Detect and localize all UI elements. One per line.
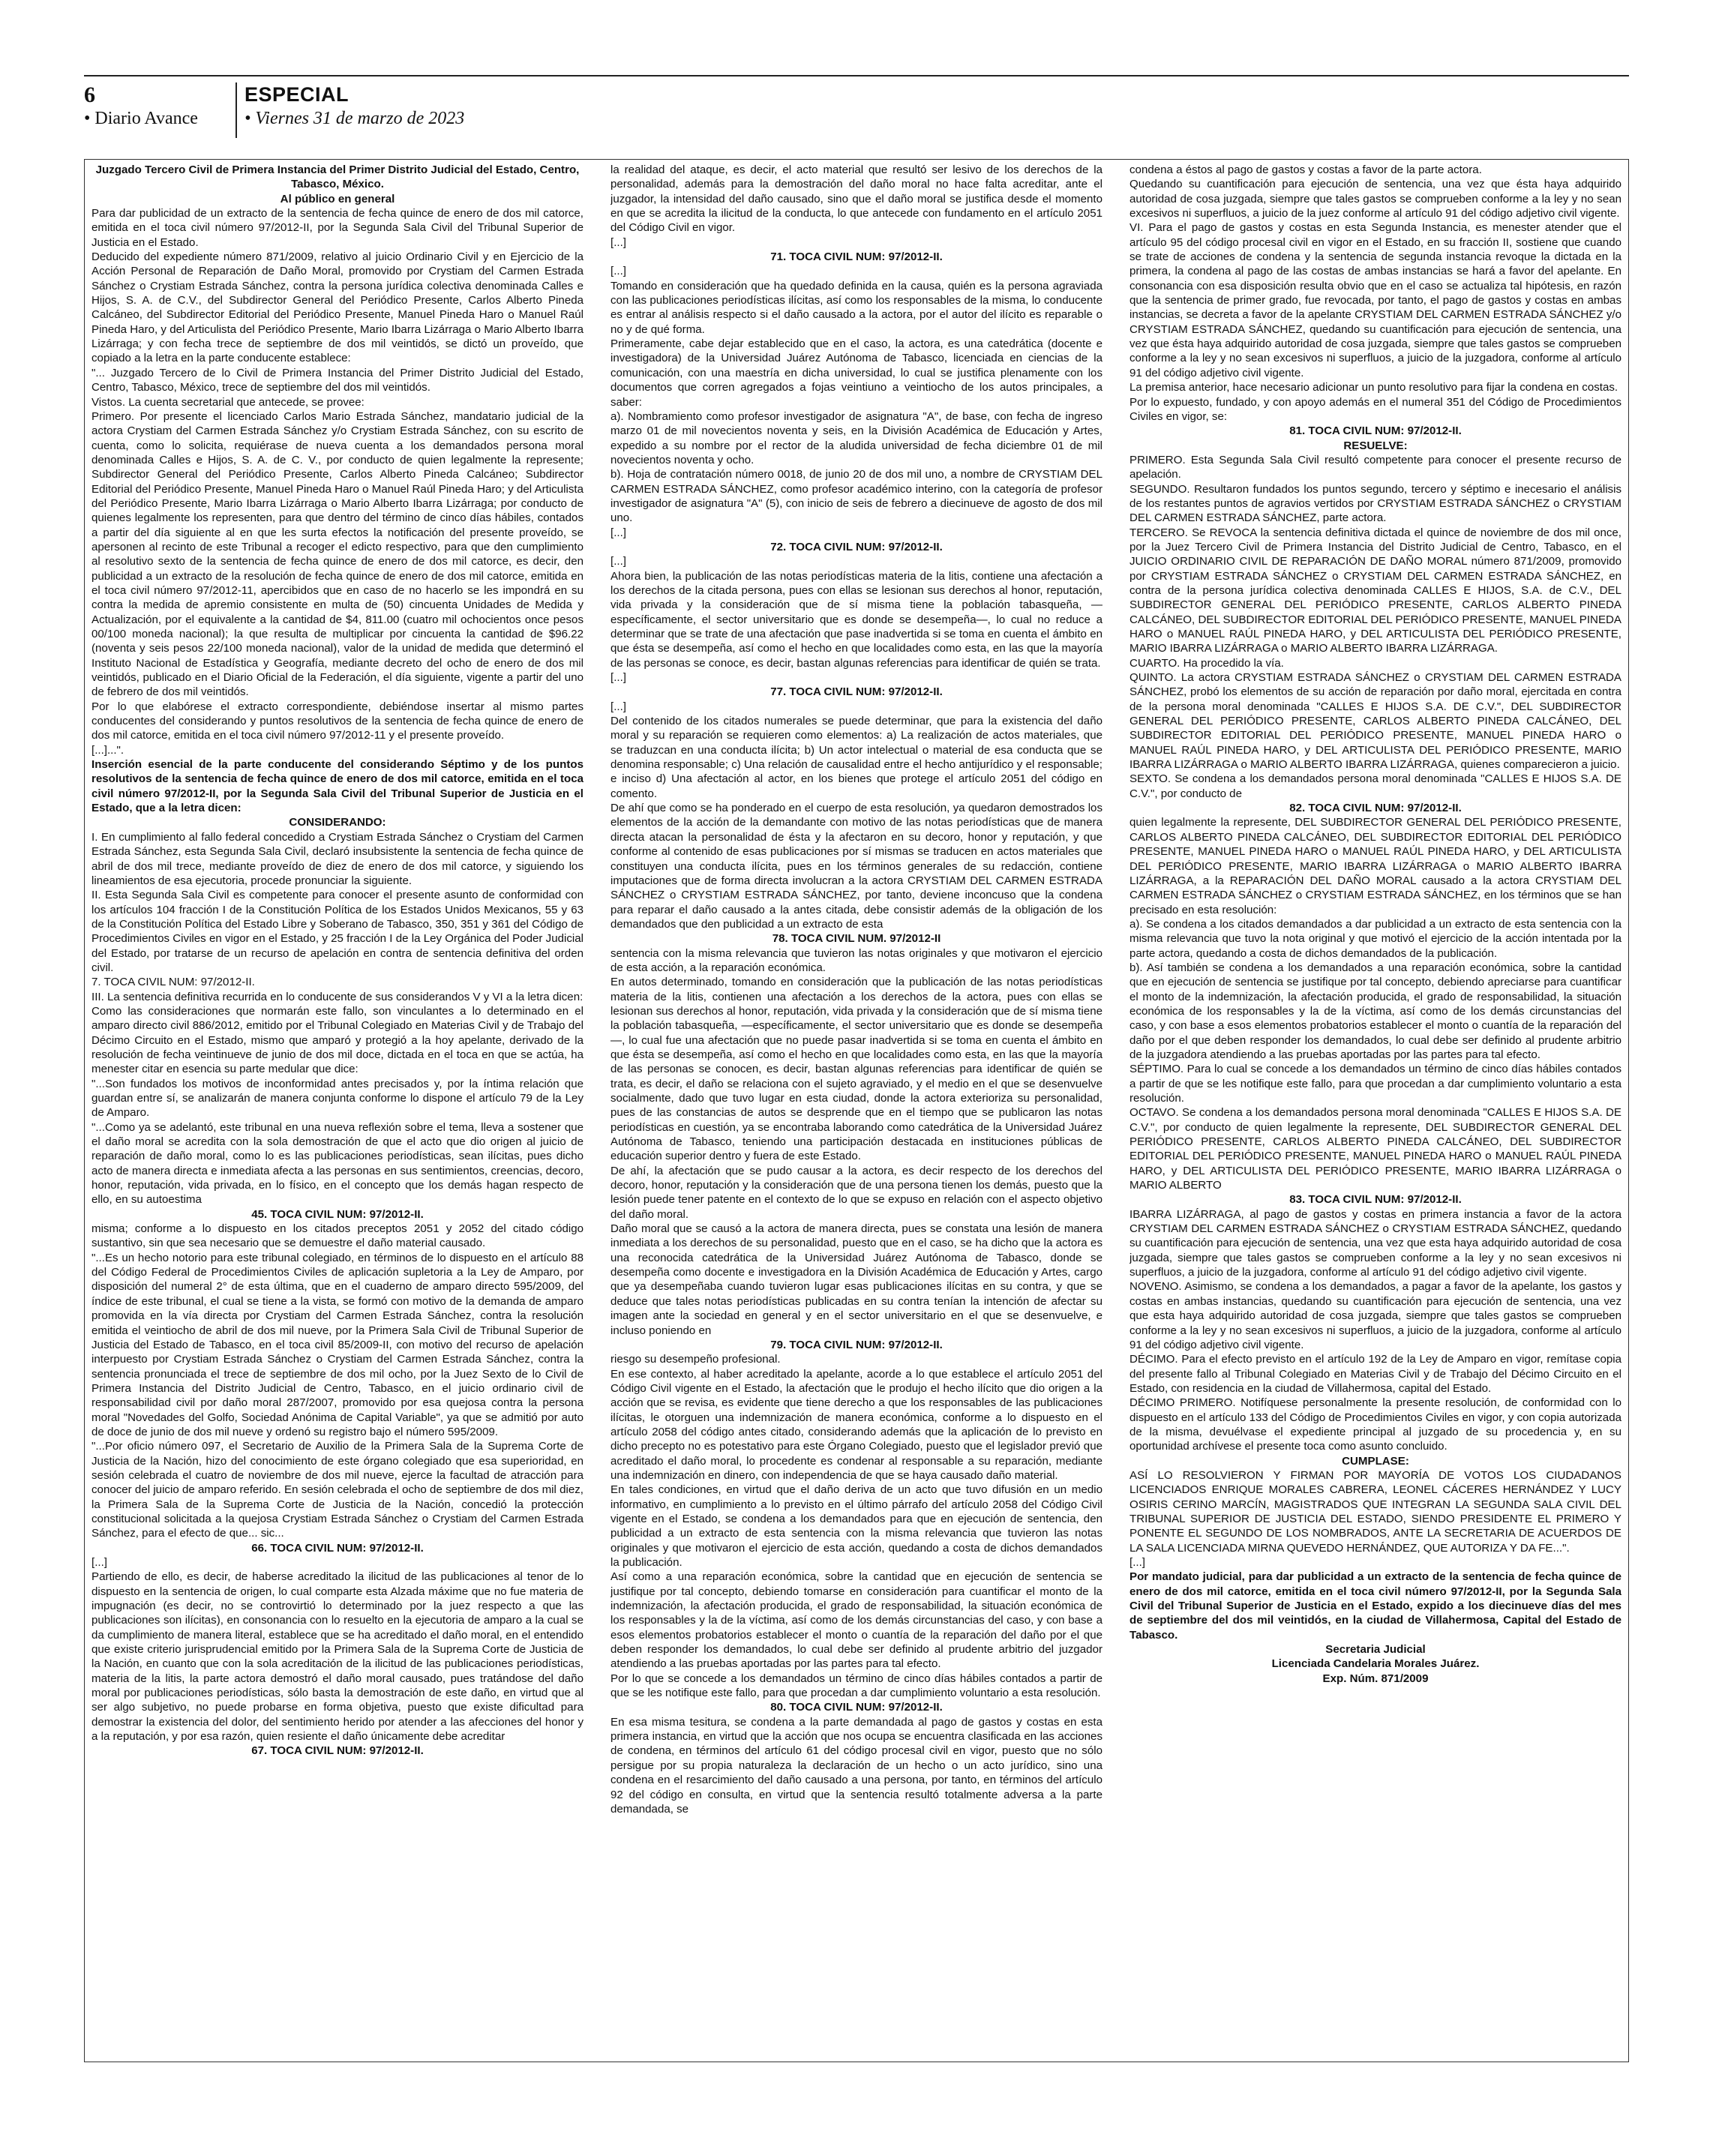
paragraph: [...] xyxy=(610,700,626,713)
paragraph: La premisa anterior, hace necesario adicionar un punto resolutivo para fijar la condena en costas. xyxy=(1130,381,1618,394)
section-heading: Licenciada Candelaria Morales Juárez. xyxy=(1271,1657,1480,1671)
section-heading: Exp. Núm. 871/2009 xyxy=(1322,1672,1429,1685)
page-number: 6 xyxy=(84,82,95,107)
paragraph: Por lo que se concede a los demandados un término de cinco días hábiles contados a partir de que se les notifique este fallo, para que procedan a dar cumplimiento voluntario a esta resolución. xyxy=(610,1672,1102,1700)
paragraph: DÉCIMO PRIMERO. Notifíquese personalmente la presente resolución, de conformidad con lo dispuesto en el artículo 133 del Código de Procedimientos Civiles en vigor, y con copia autorizada de la misma, devuélvase el expediente principal al juzgado de su procedencia y, en su oportunidad archívese el presente toca como asunto concluido. xyxy=(1130,1396,1622,1453)
paragraph: De ahí que como se ha ponderado en el cuerpo de esta resolución, ya quedaron demostrados los elementos de la acción de la demandante con motivo de las notas periodísticas que de manera directa atacan la personalidad de ésta y la afectaron en su decoro, honor y reputación, y que conforme al contenido de esas publicaciones por sí mismas se traducen en actos materiales que constituyen una conducta ilícita, pues en los términos generales de su redacción, contiene imputaciones que de forma directa involucran a la actora CRYSTIAM DEL CARMEN ESTRADA SÁNCHEZ o CRYSTIAM ESTRADA SÁNCHEZ, por tanto, deviene inconcuso que la condena para reparar el daño causado a la antes citada, debe consistir además de la obligación de los demandados que den publicidad a un extracto de esta xyxy=(610,802,1102,931)
section-heading: 71. TOCA CIVIL NUM: 97/2012-II. xyxy=(770,250,943,264)
paragraph: Primero. Por presente el licenciado Carlos Mario Estrada Sánchez, mandatario judicial de la actora Crystiam del Carmen Estrada Sánchez y/o Crystiam Estrada Sánchez, con su escrito de cuenta, como lo solicita, requiérase de nueva cuenta a los demandados persona moral denominada Calles e Hijos, S. A. de C. V., por conducto de quien legalmente la represente; Subdirector General del Periódico Presente, Carlos Alberto Pineda Calcáneo; Subdirector Editorial del Periódico Presente, Manuel Pineda Haro o Manuel Raúl Pineda Haro; y del Articulista del Periódico Presente, Mario Ibarra Lizárraga o Mario Alberto Ibarra Lizárraga; por conducto de quienes legalmente los representen, para que dentro del término de cinco días hábiles, contados a partir del día siguiente al en que les surta efectos la notificación del presente proveído, se apersonen al recinto de este Tribunal a recoger el edicto respectivo, para que den cumplimiento al resolutivo sexto de la sentencia de fecha quince de enero de dos mil catorce, es decir, den publicidad a un extracto de la resolución de fecha quince de enero de dos mil catorce, emitida en el toca civil número 97/2012-11, apercibidos que en caso de no hacerlo se les impondrá en su contra la medida de apremio consistente en multa de (50) cincuenta Unidades de Medida y Actualización, por el equivalente a la cantidad de $4, 811.00 (cuatro mil ochocientos once pesos 00/100 moneda nacional); la que resulta de multiplicar por cincuenta la cantidad de $96.22 (noventa y seis pesos 22/100 moneda nacional), valor de la unidad de medida que determinó el Instituto Nacional de Estadística y Geografía, mediante decreto del ocho de enero de dos mil veintidós, publicado en el Diario Oficial de la Federación, el día siguiente, vigente a partir del uno de febrero de dos mil veintidós. xyxy=(92,409,584,699)
paragraph: Tomando en consideración que ha quedado definida en la causa, quién es la persona agraviada con las publicaciones periodísticas ilícitas, así como los responsables de la misma, lo conducente es entrar al análisis respecto si el daño causado a la actora, por el autor del ilícito es reparable o no y de qué forma. xyxy=(610,279,1102,336)
paragraph: [...] xyxy=(610,265,626,278)
paragraph: Del contenido de los citados numerales se puede determinar, que para la existencia del daño moral y su reparación se requieren como elementos: a) La realización de actos materiales, que se traduzcan en una conducta ilícita; b) Un actor intelectual o material de esa conducta que se denomina responsable; c) Una relación de causalidad entre el hecho antijurídico y el responsable; e inciso d) Una afectación al actor, en los bienes que protege el artículo 2051 del código en comento. xyxy=(610,715,1102,800)
paragraph: [...] xyxy=(92,1556,107,1569)
paragraph: QUINTO. La actora CRYSTIAM ESTRADA SÁNCHEZ o CRYSTIAM DEL CARMEN ESTRADA SÁNCHEZ, probó los elementos de su acción de reparación por daño moral, ejercitada en contra de la persona moral denominada "CALLES E HIJOS S.A. DE C.V.", DEL SUBDIRECTOR GENERAL DEL PERIÓDICO PRESENTE, CARLOS ALBERTO PINEDA CALCÁNEO, DEL SUBDIRECTOR EDITORIAL DEL PERIÓDICO PRESENTE, MANUEL PINEDA HARO o MANUEL RAÚL PINEDA HARO, y DEL ARTICULISTA DEL PERIÓDICO PRESENTE, MARIO IBARRA LIZÁRRAGA o MARIO ALBERTO IBARRA LIZÁRRAGA, quienes comparecieron a juicio. xyxy=(1130,671,1622,772)
paragraph: En autos determinado, tomando en consideración que la publicación de las notas periodísticas materia de la litis, contienen una afectación a los derechos de la actora, pues con ellas se lesionan sus derechos al honor, reputación, vida privada y la consideración que de sí misma tiene la población tabasqueña, —específicamente, el sector universitario que es donde se desempeña—, lo cual fue una afectación que no puede pasar inadvertida si se toma en cuenta el ámbito en que ésta se desempeña, así como el hecho en que localidades como esta, en las que la mayoría de las personas se conocen, es decir, bastan algunas referencias para identificar de quién se trata, es decir, el daño se relaciona con el sujeto agraviado, y el medio en el que se desenvuelve socialmente, dado que tuvo lugar en esta ciudad, donde la actora exterioriza su personalidad, pues de las constancias de autos se desprende que en el tiempo que se publicaron las notas periodísticas en cuestión, ya se encontraba laborando como catedrática de la Universidad Juárez Autónoma de Tabasco, teniendo una participación destacada en instituciones públicas de educación superior dentro y fuera de este Estado. xyxy=(610,976,1102,1163)
paragraph: "...Son fundados los motivos de inconformidad antes precisados y, por la íntima relación que guardan entre sí, se analizarán de manera conjunta conforme lo dispone el artículo 79 de la Ley de Amparo. xyxy=(92,1077,584,1120)
paragraph: [...] xyxy=(610,671,626,685)
paragraph: SEGUNDO. Resultaron fundados los puntos segundo, tercero y séptimo e inecesario el análisis de los restantes puntos de agravios vertidos por CRYSTIAM ESTRADA SÁNCHEZ o CRYSTIAM DEL CARMEN ESTRADA SÁNCHEZ, parte actora. xyxy=(1130,482,1622,525)
section-heading: RESUELVE: xyxy=(1343,439,1408,452)
paragraph: VI. Para el pago de gastos y costas en esta Segunda Instancia, es menester atender que el artículo 95 del código procesal civil en vigor en el Estado, en su fracción II, sostiene que cuando se trate de acciones de condena y la sentencia de segunda instancia revoque la dictada en la primera, la condena al pago de las costas de ambas instancias se hará a favor del apelante. En consonancia con esa disposición resulta obvio que en el caso se actualiza tal hipótesis, en razón que la sentencia de primer grado, fue revocada, por tanto, el pago de gastos y costas en ambas instancias, se decreta a favor de la apelante CRYSTIAM DEL CARMEN ESTRADA SÁNCHEZ y/o CRYSTIAM ESTRADA SÁNCHEZ, quedando su cuantificación para ejecución de sentencia, una vez que ésta haya adquirido autoridad de cosa juzgada, siempre que tales gastos se comprueben conforme a la ley y no sean excesivos ni superfluos, a juicio de la juzgadora, conforme al artículo 91 del código adjetivo civil vigente. xyxy=(1130,221,1622,379)
paragraph: riesgo su desempeño profesional. xyxy=(610,1353,781,1366)
issue-date: • Viernes 31 de marzo de 2023 xyxy=(244,109,465,128)
paragraph: b). Hoja de contratación número 0018, de junio 20 de dos mil uno, a nombre de CRYSTIAM DEL CARMEN ESTRADA SÁNCHEZ, como profesor académico interino, con la categoría de profesor investigador de asignatura "A" (5), con inicio de seis de febrero a diecinueve de agosto de dos mil uno. xyxy=(610,468,1102,525)
header-left xyxy=(84,82,231,129)
paragraph: NOVENO. Asimismo, se condena a los demandados, a pagar a favor de la apelante, los gastos y costas en ambas instancias, quedando su cuantificación para ejecución de sentencia, una vez que esta haya adquirido autoridad de cosa juzgada, siempre que tales gastos se comprueben conforme a la ley y no sean excesivos ni superfluos, a juicio de la juzgadora, conforme al artículo 91 del código adjetivo civil vigente. xyxy=(1130,1280,1622,1351)
paragraph: Inserción esencial de la parte conducente del considerando Séptimo y de los puntos resolutivos de la sentencia de fecha quince de enero de dos mil catorce, emitida en el toca civil número 97/2012-II, por la Segunda Sala Civil del Tribunal Superior de Justicia en el Estado, que a la letra dicen: xyxy=(92,758,584,815)
section-heading: 45. TOCA CIVIL NUM: 97/2012-II. xyxy=(251,1207,424,1221)
paragraph: [...] xyxy=(1130,1556,1145,1569)
section-heading: 72. TOCA CIVIL NUM: 97/2012-II. xyxy=(770,540,943,553)
paragraph: TERCERO. Se REVOCA la sentencia definitiva dictada el quince de noviembre de dos mil once, por la Juez Tercero Civil de Primera Instancia del Distrito Judicial de Centro, Tabasco, en el JUICIO ORDINARIO CIVIL DE REPARACIÓN DE DAÑO MORAL número 871/2009, promovido por CRYSTIAM ESTRADA SÁNCHEZ o CRYSTIAM DEL CARMEN ESTRADA SÁNCHEZ, en contra de la persona jurídica colectiva denominada CALLES E HIJOS, S.A. de C.V., DEL SUBDIRECTOR GENERAL DEL PERIÓDICO PRESENTE, CARLOS ALBERTO PINEDA CALCÁNEO, DEL SUBDIRECTOR EDITORIAL DEL PERIÓDICO PRESENTE, MANUEL PINEDA HARO o MANUEL RAÚL PINEDA HARO, y DEL ARTICULISTA DEL PERIÓDICO PRESENTE, MARIO IBARRA LIZÁRRAGA o MARIO ALBERTO IBARRA LIZÁRRAGA. xyxy=(1130,526,1622,655)
paragraph: 7. TOCA CIVIL NUM: 97/2012-II. xyxy=(92,976,255,989)
paragraph: En esa misma tesitura, se condena a la parte demandada al pago de gastos y costas en esta primera instancia, en virtud que la acción que nos ocupa se encuentra clasificada en las acciones de condena, en términos del artículo 61 del código procesal civil en vigor, puesto que no sólo persigue por su propia naturaleza la declaración de un hecho o un acto jurídico, sino una condena en el resarcimiento del daño causado a una persona, por tanto, en términos del artículo 92 del código en consulta, en virtud que la sentencia resultó totalmente adversa a la parte demandada, se xyxy=(610,1715,1102,1816)
paragraph: a). Nombramiento como profesor investigador de asignatura "A", de base, con fecha de ingreso marzo 01 de mil novecientos noventa y seis, en la División Académica de Educación y Artes, expedido a su nombre por el rector de la aludida universidad de fecha diciembre 01 de mil novecientos noventa y ocho. xyxy=(610,409,1102,466)
paragraph: "...Como ya se adelantó, este tribunal en una nueva reflexión sobre el tema, lleva a sostener que el daño moral se acredita con la sola demostración de que el acto que dio origen al juicio de reparación de daño moral, como lo es las publicaciones periodísticas, sean ilícitas, pues dicho acto de manera directa e inmediata afecta a las personas en sus sentimientos, creencias, decoro, honor, reputación, vida privada, en lo físico, en el concepto que los demás hagan respecto de ello, en su autoestima xyxy=(92,1120,584,1207)
paragraph: Ahora bien, la publicación de las notas periodísticas materia de la litis, contiene una afectación a los derechos de la citada persona, pues con ellas se lesionan sus derechos al honor, reputación, vida privada y la consideración que de sí misma tiene la población tabasqueña, —específicamente, el sector universitario que es donde se desempeña—, lo cual no reduce a determinar que se trate de una afectación que pase inadvertida si se toma en cuenta el ámbito en que ésta se desempeña, así como el hecho en que localidades como esta, en las que la mayoría de las personas se conoce, es decir, bastan algunas referencias para identificar de quién se trata. xyxy=(610,569,1102,670)
section-heading: 82. TOCA CIVIL NUM: 97/2012-II. xyxy=(1289,802,1462,815)
header-divider xyxy=(236,82,237,138)
paragraph: "...Por oficio número 097, el Secretario de Auxilio de la Primera Sala de la Suprema Corte de Justicia de la Nación, hizo del conocimiento de este órgano colegiado que esa superioridad, en sesión celebrada el cuatro de noviembre de dos mil nueve, ejerce la facultad de atracción para conocer del juicio de amparo referido. En sesión celebrada el ocho de septiembre de dos mil diez, la Primera Sala de la Suprema Corte de Justicia de la Nación, concedió la protección constitucional solicitada a la quejosa Crystiam Estrada Sánchez o Crystiam del Carmen Estrada Sánchez, para el efecto de que... sic... xyxy=(92,1440,584,1540)
paragraph: Así como a una reparación económica, sobre la cantidad que en ejecución de sentencia se justifique por tal concepto, debiendo tomarse en consideración para cuantificar el monto de la indemnización, la afectación producida, el grado de responsabilidad, la situación económica de los responsables y la de la víctima, así como de los demás circunstancias del caso, y con base a esos elementos probatorios establecer el monto o cuantía de la reparación del daño por el que deben responder los demandados, lo cual debe ser definido al prudente arbitrio del juzgador atendiendo a las pruebas aportadas por las partes para tal efecto. xyxy=(610,1570,1102,1671)
paragraph: "...Es un hecho notorio para este tribunal colegiado, en términos de lo dispuesto en el artículo 88 del Código Federal de Procedimientos Civiles de aplicación supletoria a la Ley de Amparo, por disposición del numeral 2° de esta última, que en el cuaderno de amparo directo 595/2009, del índice de este tribunal, el cual se tiene a la vista, se formó con motivo de la demanda de amparo promovida en la vía directa por Crystiam del Carmen Estrada Sánchez, contra la resolución emitida el veintiocho de abril de dos mil nueve, por la Primera Sala Civil de Tribunal Superior de Justicia del Estado de Tabasco, en el toca civil 85/2009-II, con motivo del recurso de apelación interpuesto por Crystiam Estrada Sánchez o Crystiam del Carmen Estrada Sánchez, contra la sentencia pronunciada el trece de septiembre de dos mil ocho, por la Juez Sexto de lo Civil de Primera Instancia del Distrito Judicial de Centro, Tabasco, en el juicio ordinario civil de responsabilidad civil por daño moral 287/2007, promovido por esa quejosa contra la persona moral "Novedades del Golfo, Sociedad Anónima de Capital Variable", ya que se admitió por auto de doce de junio de dos mil nueve y ordenó su registro bajo el número 595/2009. xyxy=(92,1251,584,1438)
header-right xyxy=(244,82,464,130)
paragraph: Para dar publicidad de un extracto de la sentencia de fecha quince de enero de dos mil catorce, emitida en el toca civil número 97/2012-II, por la Segunda Sala Civil del Tribunal Superior de Justicia en el Estado. xyxy=(92,207,584,249)
paragraph: En tales condiciones, en virtud que el daño deriva de un acto que tuvo difusión en un medio informativo, en cumplimiento a lo previsto en el último párrafo del artículo 2058 del Código Civil vigente en el Estado, se condena a los demandados para que en ejecución de sentencia, den publicidad a un extracto de esta sentencia con la misma relevancia que tuvieron las notas originales y que motivaron el ejercicio de esta acción, quedando a costa de dichos demandados la publicación. xyxy=(610,1483,1102,1569)
paragraph: [...]...". xyxy=(92,743,124,757)
section-heading: 81. TOCA CIVIL NUM: 97/2012-II. xyxy=(1289,424,1462,438)
paragraph: II. Esta Segunda Sala Civil es competente para conocer el presente asunto de conformidad con los artículos 104 fracción I de la Constitución Política de los Estados Unidos Mexicanos, 55 y 63 de la Constitución Política del Estado Libre y Soberano de Tabasco, 350, 351 y 361 del Código de Procedimientos Civiles en vigor en el Estado, y 25 fracción I de la Ley Orgánica del Poder Judicial del Estado, por tratarse de un recurso de apelación en contra de sentencia definitiva del orden civil. xyxy=(92,889,584,974)
notice-columns xyxy=(92,163,1622,2057)
section-heading: 80. TOCA CIVIL NUM: 97/2012-II. xyxy=(770,1701,943,1714)
section-heading: Juzgado Tercero Civil de Primera Instancia del Primer Distrito Judicial del Estado, Centro, Tabasco, México. xyxy=(95,163,580,191)
paragraph: [...] xyxy=(610,526,626,539)
section-heading: 78. TOCA CIVIL NUM. 97/2012-II xyxy=(772,932,941,946)
section-heading: 77. TOCA CIVIL NUM: 97/2012-II. xyxy=(770,685,943,699)
paragraph: Por lo expuesto, fundado, y con apoyo además en el numeral 351 del Código de Procedimientos Civiles en vigor, se: xyxy=(1130,395,1622,423)
column-2 xyxy=(610,163,1102,2057)
paragraph: b). Así también se condena a los demandados a una reparación económica, sobre la cantidad que en ejecución de sentencia se justifique por tal concepto, debiendo apreciarse para cuantificar el monto de la indemnización, la afectación producida, el grado de responsabilidad, la situación económica de los responsables y la de la víctima, así como de los demás circunstancias del caso, y con base a esos elementos probatorios establecer el monto o cuantía de la reparación del daño por el que deben responder los demandados, lo cual debe ser definido al prudente arbitrio de la juzgadora atendiendo a las pruebas aportadas por las partes para tal efecto. xyxy=(1130,961,1622,1061)
column-1 xyxy=(92,163,584,2057)
paragraph: Vistos. La cuenta secretarial que antecede, se provee: xyxy=(92,395,364,409)
paragraph: DÉCIMO. Para el efecto previsto en el artículo 192 de la Ley de Amparo en vigor, remítase copia del presente fallo al Tribunal Colegiado en Materias Civil y de Trabajo del Décimo Circuito en el Estado, con residencia en la ciudad de Villahermosa, capital del Estado. xyxy=(1130,1353,1622,1395)
paragraph: De ahí, la afectación que se pudo causar a la actora, es decir respecto de los derechos del decoro, honor, reputación y la consideración que de una persona tienen los demás, puesto que la lesión puede tener patente en el contexto de lo que se expuso en relación con el aspecto objetivo del daño moral. xyxy=(610,1164,1102,1221)
paragraph: "... Juzgado Tercero de lo Civil de Primera Instancia del Primer Distrito Judicial del Estado, Centro, Tabasco, México, trece de septiembre del dos mil veintidós. xyxy=(92,366,584,394)
paragraph: Partiendo de ello, es decir, de haberse acreditado la ilicitud de las publicaciones al tenor de lo dispuesto en la sentencia de origen, lo cual comparte esta Alzada máxime que no fue materia de impugnación (es decir, no se controvirtió lo determinado por la juez respecto a que las publicaciones son ilícitas), en consonancia con lo resuelto en la ejecutoria de amparo a la cual se da cumplimiento de manera literal, establece que se ha acreditado el daño moral, en el entendido que existe criterio jurisprudencial emitido por la Primera Sala de la Suprema Corte de Justicia de la Nación, en cuanto que con la sola acreditación de la ilicitud de las publicaciones periodísticas, materia de la litis, la parte actora demostró el daño moral causado, pues tratándose del daño moral por publicaciones periodísticas, sólo basta la demostración de este daño, en virtud que al ser algo subjetivo, no puede probarse en forma objetiva, puesto que existe dificultad para demostrar la existencia del dolor, del sentimiento herido por atender a las afecciones del honor y a la reputación, y por esa razón, quien resiente el daño únicamente debe acreditar xyxy=(92,1570,584,1744)
paragraph: SEXTO. Se condena a los demandados persona moral denominada "CALLES E HIJOS S.A. DE C.V.", por conducto de xyxy=(1130,772,1622,800)
paragraph: OCTAVO. Se condena a los demandados persona moral denominada "CALLES E HIJOS S.A. DE C.V.", por conducto de quien legalmente la represente, DEL SUBDIRECTOR GENERAL DEL PERIÓDICO PRESENTE, CARLOS ALBERTO PINEDA CALCÁNEO, DEL SUBDIRECTOR EDITORIAL DEL PERIÓDICO PRESENTE, MANUEL PINEDA HARO o MANUEL RAÚL PINEDA HARO, y DEL ARTICULISTA DEL PERIÓDICO PRESENTE, MARIO IBARRA LIZÁRRAGA o MARIO ALBERTO xyxy=(1130,1106,1622,1192)
paragraph: IBARRA LIZÁRRAGA, al pago de gastos y costas en primera instancia a favor de la actora CRYSTIAM DEL CARMEN ESTRADA SÁNCHEZ o CRYSTIAM ESTRADA SÁNCHEZ, quedando su cuantificación para ejecución de sentencia, una vez que esta haya adquirido autoridad de cosa juzgada, siempre que tales gastos se comprueben conforme a la ley y no sean excesivos ni superfluos, a juicio de la juzgadora, conforme al artículo 91 del código adjetivo civil vigente. xyxy=(1130,1207,1622,1279)
header-rule xyxy=(84,75,1629,76)
paragraph: Daño moral que se causó a la actora de manera directa, pues se constata una lesión de manera inmediata a los derechos de su personalidad, puesto que en el caso, se ha dicho que la actora es una reconocida catedrática de la Universidad Juárez Autónoma de Tabasco, donde se desempeña como docente e investigadora en la División Académica de Educación y Artes, cargo que ya desempeñaba cuando tuvieron lugar esas publicaciones ilícitas en su contra, y que se deduce que tales notas periodísticas publicadas en su contra tenían la intención de afectar su imagen ante la sociedad en general y en el sector universitario en el que se desenvuelve, e incluso poniendo en xyxy=(610,1222,1102,1337)
paragraph: sentencia con la misma relevancia que tuvieron las notas originales y que motivaron el ejercicio de esta acción, a la reparación económica. xyxy=(610,946,1102,974)
paragraph: En ese contexto, al haber acreditado la apelante, acorde a lo que establece el artículo 2051 del Código Civil vigente en el Estado, la afectación que le produjo el hecho ilícito que dio origen a la acción que se revisa, es evidente que tiene derecho a que los responsables de las publicaciones ilícitas, le otorguen una indemnización de manera económica, conforme a lo dispuesto en el artículo 2058 del código antes citado, considerando además que la aplicación de lo previsto en dicho precepto no es potestativo para este Órgano Colegiado, puesto que el legislador previó que acreditado el daño moral, lo procedente es condenar al responsable a su reparación, mediante una indemnización en dinero, con independencia de que se haya causado daño material. xyxy=(610,1367,1102,1482)
paragraph: [...] xyxy=(610,235,626,249)
paragraph: PRIMERO. Esta Segunda Sala Civil resultó competente para conocer el presente recurso de apelación. xyxy=(1130,453,1622,481)
section-heading: CONSIDERANDO: xyxy=(289,816,386,829)
paragraph: CUARTO. Ha procedido la vía. xyxy=(1130,656,1284,670)
paragraph: ASÍ LO RESOLVIERON Y FIRMAN POR MAYORÍA DE VOTOS LOS CIUDADANOS LICENCIADOS ENRIQUE MORALES CABRERA, LEONEL CÁCERES HERNÁNDEZ Y LUCY OSIRIS CERINO MARCÍN, MAGISTRADOS QUE INTEGRAN LA SEGUNDA SALA CIVIL DEL TRIBUNAL SUPERIOR DE JUSTICIA DEL ESTADO, SIENDO PRESIDENTE EL PRIMERO Y PONENTE EL SEGUNDO DE LOS NOMBRADOS, ANTE LA SECRETARIA DE ACUERDOS DE LA SALA LICENCIADA MIRNA QUEVEDO HERNÁNDEZ, QUE AUTORIZA Y DA FE...". xyxy=(1130,1468,1622,1555)
paragraph: Por lo que elabórese el extracto correspondiente, debiéndose insertar al mismo partes conducentes del considerando y puntos resolutivos de la sentencia de fecha quince de enero de dos mil catorce, emitida en el toca civil número 97/2012-11 y el presente proveído. xyxy=(92,700,584,742)
paragraph: quien legalmente la represente, DEL SUBDIRECTOR GENERAL DEL PERIÓDICO PRESENTE, CARLOS ALBERTO PINEDA CALCÁNEO, DEL SUBDIRECTOR EDITORIAL DEL PERIÓDICO PRESENTE, MANUEL PINEDA HARO o MANUEL RAÚL PINEDA HARO, y DEL ARTICULISTA DEL PERIÓDICO PRESENTE, MARIO IBARRA LIZÁRRAGA o MARIO ALBERTO IBARRA LIZÁRRAGA, a la REPARACIÓN DEL DAÑO MORAL causado a la actora CRYSTIAM DEL CARMEN ESTRADA SÁNCHEZ o CRYSTIAM ESTRADA SÁNCHEZ, en los términos que se han precisado en esta resolución: xyxy=(1130,816,1622,916)
newspaper-name: • Diario Avance xyxy=(84,109,198,128)
paragraph: [...] xyxy=(610,555,626,568)
section-title: ESPECIAL xyxy=(244,83,350,106)
paragraph: Quedando su cuantificación para ejecución de sentencia, una vez que ésta haya adquirido autoridad de cosa juzgada, siempre que tales gastos se comprueben conforme a la ley y no sean excesivos ni superfluos, a juicio de la juez conforme al artículo 91 del código adjetivo civil vigente. xyxy=(1130,178,1622,220)
section-heading: 67. TOCA CIVIL NUM: 97/2012-II. xyxy=(251,1744,424,1758)
paragraph: Deducido del expediente número 871/2009, relativo al juicio Ordinario Civil y en Ejercicio de la Acción Personal de Reparación de Daño Moral, promovido por Crystiam del Carmen Estrada Sánchez o Crystiam Estrada Sánchez, contra la persona jurídica colectiva denominada Calles e Hijos, S. A. de C.V., del Subdirector General del Periódico Presente, Carlos Alberto Pineda Calcáneo, del Subdirector Editorial del Periódico Presente, Manuel Pineda Haro o Manuel Raúl Pineda Haro, y del Articulista del Periódico Presente, Mario Ibarra Lizárraga o Mario Alberto Ibarra Lizárraga; y con fecha trece de septiembre de dos mil veintidós, se dictó un proveído, que copiado a la letra en la parte conducente establece: xyxy=(92,250,584,365)
paragraph: Como las consideraciones que normarán este fallo, son vinculantes a lo determinado en el amparo directo civil 886/2012, emitido por el Tribunal Colegiado en Materias Civil y de Trabajo del Décimo Circuito en el Estado, mismo que amparó y protegió a la hoy apelante, derivado de la resolución de fecha veintinueve de junio de dos mil doce, dictada en el toca en que se actúa, ha menester citar en esencia su parte medular que dice: xyxy=(92,1004,584,1076)
paragraph: Por mandato judicial, para dar publicidad a un extracto de la sentencia de fecha quince de enero de dos mil catorce, emitida en el toca civil número 97/2012-II, por la Segunda Sala Civil del Tribunal Superior de Justicia en el Estado, expido a los diecinueve días del mes de septiembre del dos mil veintidós, en la ciudad de Villahermosa, Capital del Estado de Tabasco. xyxy=(1130,1570,1622,1642)
paragraph: a). Se condena a los citados demandados a dar publicidad a un extracto de esta sentencia con la misma relevancia que tuvo la nota original y que motivó el ejercicio de la acción intentada por la parte actora, quedando a costa de dichos demandados de la publicación. xyxy=(1130,917,1622,960)
paragraph: SÉPTIMO. Para lo cual se concede a los demandados un término de cinco días hábiles contados a partir de que se les notifique este fallo, para que procedan a dar cumplimiento voluntario a esta resolución. xyxy=(1130,1063,1622,1105)
section-heading: Secretaria Judicial xyxy=(1325,1643,1426,1657)
paragraph: condena a éstos al pago de gastos y costas a favor de la parte actora. xyxy=(1130,163,1482,176)
paragraph: misma; conforme a lo dispuesto en los citados preceptos 2051 y 2052 del citado código sustantivo, sin que sea necesario que se demuestre el daño material causado. xyxy=(92,1222,584,1250)
section-heading: 66. TOCA CIVIL NUM: 97/2012-II. xyxy=(251,1541,424,1555)
paragraph: I. En cumplimiento al fallo federal concedido a Crystiam Estrada Sánchez o Crystiam del Carmen Estrada Sánchez, esta Segunda Sala Civil, declaró insubsistente la sentencia de fecha quince de abril de dos mil trece, mediante proveído de diez de enero de dos mil catorce, y siguiendo los lineamientos de esa ejecutoria, procede pronunciar la siguiente. xyxy=(92,830,584,887)
section-heading: 79. TOCA CIVIL NUM: 97/2012-II. xyxy=(770,1338,943,1351)
column-3 xyxy=(1130,163,1622,2057)
paragraph: III. La sentencia definitiva recurrida en lo conducente de sus considerandos V y VI a la letra dicen: xyxy=(92,990,584,1003)
paragraph: la realidad del ataque, es decir, el acto material que resultó ser lesivo de los derechos de la personalidad, además para la demostración del daño moral no hace falta acreditar, ante el juzgador, la intensidad del daño causado, sino que el daño moral se justifica desde el momento en que se acredita la ilicitud de la conducta, lo que antecede con fundamento en el artículo 2051 del Código Civil en vigor. xyxy=(610,163,1102,235)
paragraph: Primeramente, cabe dejar establecido que en el caso, la actora, es una catedrática (docente e investigadora) de la Universidad Juárez Autónoma de Tabasco, licenciada en ciencias de la comunicación, con una maestría en dicha universidad, lo cual se justifica plenamente con los documentos que corren agregados a fojas veintiuno a veintiocho de los autos principales, a saber: xyxy=(610,337,1102,409)
section-heading: CUMPLASE: xyxy=(1342,1454,1409,1468)
section-heading: Al público en general xyxy=(280,192,395,205)
section-heading: 83. TOCA CIVIL NUM: 97/2012-II. xyxy=(1289,1193,1462,1207)
